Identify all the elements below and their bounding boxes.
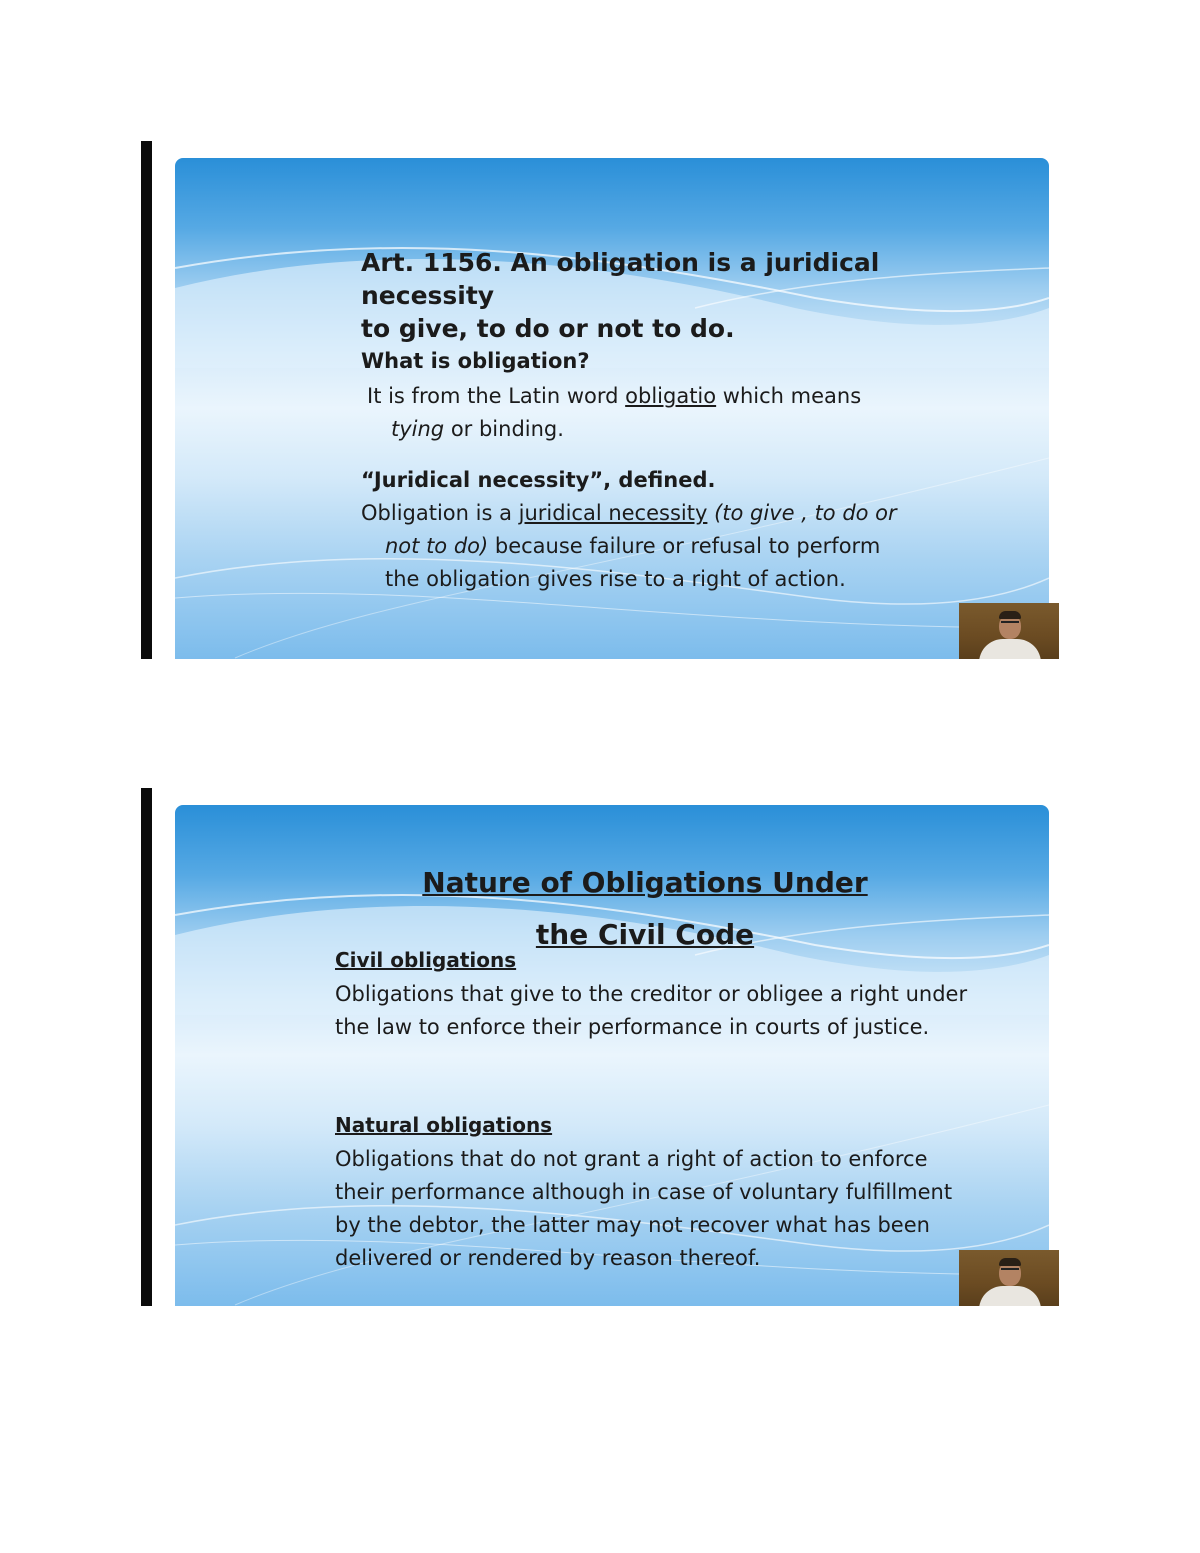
definition-heading: “Juridical necessity”, defined. — [361, 468, 716, 492]
natural-obligations-heading: Natural obligations — [335, 1113, 553, 1137]
natural-obligations-text: Obligations that do not grant a right of action to enforce their performance although in case of voluntary fulfillment by the debtor, the latter may not recover what has been delivered or rendered by reason thereof. — [335, 1147, 953, 1270]
answer-paragraph: It is from the Latin word obligatio which means tying or binding. — [367, 384, 862, 441]
title-line: Art. 1156. An obligation is a juridical necessity — [361, 248, 880, 310]
slide-title — [361, 246, 981, 345]
slide-background — [175, 158, 1049, 659]
slide-1 — [141, 141, 1059, 659]
latin-term: obligatio — [625, 384, 717, 408]
presenter-webcam-thumbnail — [959, 1250, 1059, 1306]
question-heading: What is obligation? — [361, 349, 590, 373]
title-line: Nature of Obligations Under — [422, 866, 868, 899]
title-line: the Civil Code — [535, 918, 755, 951]
defined-term: juridical necessity — [518, 501, 708, 525]
slide-2 — [141, 788, 1059, 1306]
title-line: to give, to do or not to do. — [361, 314, 735, 343]
slide-left-border — [141, 141, 152, 659]
presenter-webcam-thumbnail — [959, 603, 1059, 659]
slide-background — [175, 805, 1049, 1306]
civil-obligations-text: Obligations that give to the creditor or obligee a right under the law to enforce their performance in courts of justice. — [335, 982, 968, 1039]
slide-left-border — [141, 788, 152, 1306]
civil-obligations-heading: Civil obligations — [335, 948, 517, 972]
definition-paragraph: Obligation is a juridical necessity (to give , to do or not to do) because failure or refusal to perform the obligation gives rise to a right of action. — [361, 501, 897, 591]
